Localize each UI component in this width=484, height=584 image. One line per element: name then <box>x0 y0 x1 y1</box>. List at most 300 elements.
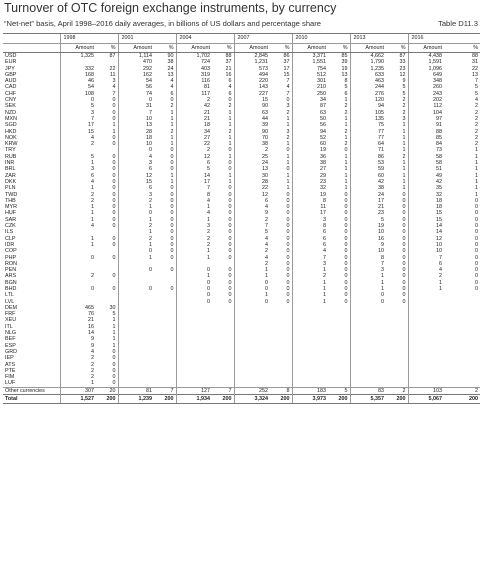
currency-label: ARS <box>5 273 17 280</box>
amount-cell: 2 <box>176 229 212 235</box>
percent-cell: 3 <box>112 78 116 85</box>
percent-cell <box>386 380 408 387</box>
amount-cell: 2 <box>118 223 154 229</box>
amount-cell: 13 <box>234 166 270 172</box>
amount-cell: 0 <box>60 97 96 103</box>
percent-cell: 0 <box>112 141 116 148</box>
amount-cell: 1 <box>234 292 270 298</box>
percent-cell: 1 <box>286 172 290 179</box>
percent-cell: 9 <box>402 78 406 85</box>
amount-cell: 1,114 <box>118 53 154 60</box>
amount-cell: 0 <box>176 280 212 286</box>
amount-cell: 10 <box>408 242 444 248</box>
percent-cell: 1 <box>402 166 406 173</box>
percent-cell: 0 <box>286 267 290 274</box>
amount-cell: 0 <box>176 299 212 305</box>
percent-cell: 1 <box>475 191 478 198</box>
percent-cell: 1 <box>475 153 478 160</box>
percent-cell: 20 <box>96 387 118 394</box>
percent-cell: 0 <box>286 273 290 280</box>
percent-cell: 0 <box>344 204 348 211</box>
currency-label: ILS <box>5 229 14 236</box>
amount-cell: 463 <box>350 78 386 84</box>
amount-cell: 4 <box>60 179 96 185</box>
amount-cell: 1 <box>60 210 96 216</box>
percent-cell: 1 <box>344 115 348 122</box>
amount-cell: 1 <box>118 255 154 261</box>
currency-label: GBP <box>5 71 17 78</box>
percent-cell: 0 <box>475 216 478 223</box>
percent-cell: 0 <box>112 166 116 173</box>
percent-cell: 6 <box>228 78 232 85</box>
percent-cell: 200 <box>212 395 234 404</box>
percent-cell: 4 <box>228 84 232 91</box>
amount-cell: 0 <box>234 299 270 305</box>
percent-cell: 200 <box>96 395 118 404</box>
amount-cell: 56 <box>118 84 154 90</box>
currency-label: DEM <box>5 304 17 311</box>
currency-label: PTE <box>5 367 16 374</box>
percent-cell: 0 <box>402 210 406 217</box>
amount-cell: 16 <box>350 236 386 242</box>
amount-cell: 2 <box>176 242 212 248</box>
amount-cell: 44 <box>234 116 270 122</box>
percent-cell: 0 <box>286 197 290 204</box>
amount-cell: 2 <box>176 97 212 103</box>
amount-cell: 2 <box>118 236 154 242</box>
percent-cell: 0 <box>475 204 478 211</box>
amount-cell: 17 <box>292 210 328 216</box>
currency-label: PHP <box>5 254 17 261</box>
amount-cell: 58 <box>408 154 444 160</box>
amount-cell: 1 <box>118 217 154 223</box>
percent-cell: 37 <box>225 59 232 66</box>
amount-cell: 88 <box>408 129 444 135</box>
percent-header: % <box>444 44 480 53</box>
amount-cell: 9 <box>60 336 96 342</box>
amount-cell: 1 <box>60 160 96 166</box>
percent-cell: 200 <box>328 395 350 404</box>
amount-cell: 25 <box>234 154 270 160</box>
amount-cell: 60 <box>350 173 386 179</box>
amount-cell: 103 <box>408 387 444 394</box>
currency-label: SEK <box>5 103 16 110</box>
percent-cell: 13 <box>167 71 174 78</box>
amount-cell: 6 <box>176 160 212 166</box>
percent-cell: 87 <box>109 53 116 59</box>
percent-cell: 0 <box>344 267 348 274</box>
percent-cell: 2 <box>286 134 290 141</box>
amount-cell: 14 <box>60 330 96 336</box>
amount-cell: 12 <box>176 154 212 160</box>
amount-header: Amount <box>234 44 270 53</box>
amount-cell <box>176 380 212 387</box>
amount-cell: 59 <box>350 166 386 172</box>
percent-cell: 1 <box>344 172 348 179</box>
percent-cell: 0 <box>402 273 406 280</box>
percent-cell: 0 <box>228 235 232 242</box>
amount-cell: 227 <box>234 91 270 97</box>
amount-cell: 1,934 <box>176 395 212 404</box>
amount-cell: 6 <box>408 261 444 267</box>
percent-cell: 1 <box>344 97 348 104</box>
amount-cell: 12 <box>234 192 270 198</box>
amount-cell: 135 <box>350 116 386 122</box>
percent-cell: 0 <box>228 267 232 274</box>
amount-cell: 2 <box>176 236 212 242</box>
amount-cell: 4 <box>60 135 96 141</box>
amount-cell: 51 <box>408 166 444 172</box>
amount-cell: 5 <box>60 154 96 160</box>
amount-cell: 260 <box>408 84 444 90</box>
percent-cell: 1 <box>228 109 232 116</box>
amount-cell: 2 <box>60 355 96 361</box>
percent-cell: 1 <box>170 122 174 129</box>
percent-cell: 31 <box>472 59 478 66</box>
percent-cell: 0 <box>344 273 348 280</box>
amount-cell: 244 <box>350 84 386 90</box>
amount-cell: 465 <box>60 305 96 311</box>
percent-cell: 33 <box>399 59 406 66</box>
amount-cell: 0 <box>118 286 154 292</box>
percent-cell: 2 <box>475 103 478 110</box>
percent-cell: 0 <box>344 191 348 198</box>
amount-cell: 1,527 <box>60 395 96 404</box>
percent-cell: 0 <box>402 248 406 255</box>
amount-cell: 81 <box>176 84 212 90</box>
percent-cell: 0 <box>286 248 290 255</box>
percent-cell: 0 <box>286 241 290 248</box>
percent-cell <box>270 380 292 387</box>
year-header: 2016 <box>408 34 480 44</box>
amount-cell: 42 <box>350 179 386 185</box>
percent-cell: 1 <box>286 115 290 122</box>
percent-cell: 30 <box>109 304 116 311</box>
percent-cell: 1 <box>475 172 478 179</box>
amount-cell: 202 <box>408 97 444 103</box>
amount-cell: 0 <box>118 210 154 216</box>
currency-label: IEP <box>5 355 14 362</box>
amount-cell: 63 <box>292 110 328 116</box>
percent-cell: 0 <box>112 235 116 242</box>
amount-cell: 1,325 <box>60 53 96 60</box>
currency-label: EUR <box>5 59 17 66</box>
percent-cell: 200 <box>386 395 408 404</box>
percent-cell: 1 <box>170 115 174 122</box>
percent-cell: 0 <box>286 216 290 223</box>
percent-cell: 0 <box>112 204 116 211</box>
percent-cell: 0 <box>228 97 232 104</box>
currency-label: LVL <box>5 298 15 305</box>
amount-cell: 7 <box>118 110 154 116</box>
amount-cell: 73 <box>408 147 444 153</box>
percent-cell: 17 <box>283 65 290 72</box>
percent-cell: 0 <box>112 172 116 179</box>
amount-cell: 494 <box>234 72 270 78</box>
percent-cell: 3 <box>286 103 290 110</box>
percent-cell: 1 <box>286 153 290 160</box>
amount-cell: 17 <box>350 198 386 204</box>
amount-cell: 6 <box>118 185 154 191</box>
percent-cell: 0 <box>402 260 406 267</box>
amount-cell: 77 <box>350 129 386 135</box>
percent-cell: 85 <box>341 53 348 59</box>
amount-cell: 52 <box>292 135 328 141</box>
amount-cell: 1,235 <box>350 66 386 72</box>
percent-cell: 0 <box>112 367 116 374</box>
percent-cell: 2 <box>286 109 290 116</box>
amount-cell: 38 <box>292 160 328 166</box>
percent-cell: 2 <box>475 122 478 129</box>
percent-cell: 0 <box>228 147 232 154</box>
percent-cell: 0 <box>228 185 232 192</box>
percent-cell: 2 <box>475 109 478 116</box>
percent-cell: 2 <box>444 387 480 394</box>
amount-cell: 14 <box>176 173 212 179</box>
amount-cell: 15 <box>408 210 444 216</box>
amount-cell: 71 <box>350 147 386 153</box>
percent-cell: 0 <box>170 223 174 230</box>
currency-label: CZK <box>5 223 16 230</box>
percent-cell: 0 <box>344 279 348 286</box>
column-header-row <box>3 44 480 53</box>
amount-cell: 1 <box>350 280 386 286</box>
amount-cell: 348 <box>408 78 444 84</box>
amount-cell: 112 <box>408 103 444 109</box>
currency-label: FRF <box>5 311 16 318</box>
amount-cell: 12 <box>118 173 154 179</box>
percent-cell: 0 <box>170 197 174 204</box>
amount-cell: 0 <box>176 267 212 273</box>
amount-cell: 1 <box>60 204 96 210</box>
amount-cell: 5 <box>60 103 96 109</box>
amount-cell: 39 <box>234 122 270 128</box>
amount-cell <box>292 380 328 387</box>
percent-cell: 0 <box>344 210 348 217</box>
currency-label: ATS <box>5 361 16 368</box>
percent-cell: 4 <box>170 78 174 85</box>
percent-cell: 7 <box>212 387 234 394</box>
percent-cell: 0 <box>402 216 406 223</box>
percent-cell: 0 <box>344 229 348 236</box>
percent-cell: 0 <box>402 241 406 248</box>
year-header: 2013 <box>350 34 408 44</box>
amount-cell: 56 <box>292 122 328 128</box>
amount-cell: 4,662 <box>350 53 386 60</box>
percent-cell: 0 <box>112 191 116 198</box>
amount-cell: 5,067 <box>408 395 444 404</box>
amount-cell: 5 <box>350 217 386 223</box>
amount-cell: 30 <box>234 173 270 179</box>
percent-cell: 90 <box>167 53 174 59</box>
percent-cell: 0 <box>475 197 478 204</box>
amount-cell: 13 <box>118 122 154 128</box>
amount-cell: 38 <box>350 185 386 191</box>
percent-cell: 200 <box>270 395 292 404</box>
amount-cell <box>350 380 386 387</box>
percent-cell: 0 <box>344 223 348 230</box>
percent-cell: 0 <box>170 285 174 292</box>
percent-cell <box>328 380 350 387</box>
amount-cell: 18 <box>176 122 212 128</box>
amount-cell: 9 <box>234 210 270 216</box>
percent-cell: 7 <box>286 78 290 85</box>
amount-cell: 252 <box>234 387 270 394</box>
percent-cell: 1 <box>402 128 406 135</box>
currency-label: GRD <box>5 348 17 355</box>
amount-cell: 0 <box>234 286 270 292</box>
currency-label: USD <box>5 53 17 59</box>
year-header-row <box>3 34 480 44</box>
amount-cell: 6 <box>234 198 270 204</box>
percent-cell: 2 <box>402 109 406 116</box>
percent-cell: 2 <box>475 115 478 122</box>
percent-cell: 2 <box>344 109 348 116</box>
percent-cell: 5 <box>112 311 116 318</box>
year-header: 2004 <box>176 34 234 44</box>
percent-cell: 1 <box>402 185 406 192</box>
amount-cell: 4 <box>60 349 96 355</box>
amount-cell: 1,591 <box>408 59 444 65</box>
amount-cell: 21 <box>176 110 212 116</box>
percent-cell: 0 <box>170 160 174 167</box>
percent-cell: 12 <box>399 71 406 78</box>
percent-cell: 0 <box>170 97 174 104</box>
table-row <box>3 395 480 404</box>
amount-cell: 21 <box>60 317 96 323</box>
percent-cell: 1 <box>228 122 232 129</box>
amount-cell: 183 <box>292 387 328 394</box>
percent-cell: 0 <box>170 204 174 211</box>
year-header: 2010 <box>292 34 350 44</box>
amount-cell: 1 <box>292 280 328 286</box>
percent-cell: 0 <box>228 197 232 204</box>
currency-label: INR <box>5 160 15 167</box>
amount-cell: 76 <box>60 311 96 317</box>
percent-cell: 0 <box>475 279 478 286</box>
amount-header: Amount <box>176 44 212 53</box>
amount-cell: 104 <box>408 110 444 116</box>
percent-cell: 0 <box>344 260 348 267</box>
percent-cell: 4 <box>286 84 290 91</box>
amount-cell: 15 <box>408 217 444 223</box>
amount-cell: 1 <box>408 280 444 286</box>
amount-header: Amount <box>350 44 386 53</box>
percent-cell: 1 <box>112 317 116 324</box>
amount-cell: 86 <box>350 154 386 160</box>
percent-cell: 2 <box>402 153 406 160</box>
amount-cell: 28 <box>118 129 154 135</box>
amount-cell: 7 <box>350 261 386 267</box>
percent-cell: 0 <box>170 166 174 173</box>
amount-cell: 10 <box>350 229 386 235</box>
page-title: Turnover of OTC foreign exchange instruments, by currency <box>4 1 337 15</box>
percent-cell: 1 <box>344 185 348 192</box>
amount-cell: 0 <box>118 248 154 254</box>
amount-cell: 2 <box>118 198 154 204</box>
amount-cell: 19 <box>292 192 328 198</box>
percent-cell: 0 <box>286 210 290 217</box>
amount-cell: 5,357 <box>350 395 386 404</box>
amount-cell: 10 <box>350 248 386 254</box>
percent-cell: 1 <box>170 134 174 141</box>
amount-cell: 8 <box>292 223 328 229</box>
amount-cell: 108 <box>60 91 96 97</box>
percent-cell: 0 <box>344 235 348 242</box>
percent-cell: 2 <box>475 128 478 135</box>
amount-header: Amount <box>292 44 328 53</box>
currency-label: TWD <box>5 191 18 198</box>
amount-cell: 15 <box>118 179 154 185</box>
percent-cell: 0 <box>475 229 478 236</box>
amount-cell: 512 <box>292 72 328 78</box>
percent-cell: 13 <box>341 71 348 78</box>
percent-cell: 0 <box>112 285 116 292</box>
amount-cell: 1 <box>60 217 96 223</box>
amount-cell: 42 <box>408 179 444 185</box>
amount-cell: 36 <box>292 154 328 160</box>
percent-cell: 19 <box>341 65 348 72</box>
percent-cell: 0 <box>344 197 348 204</box>
percent-cell: 0 <box>170 153 174 160</box>
percent-cell: 0 <box>475 248 478 255</box>
currency-label: KRW <box>5 141 18 148</box>
percent-cell: 0 <box>475 254 478 261</box>
amount-cell: 0 <box>60 255 96 261</box>
percent-cell: 0 <box>402 229 406 236</box>
currency-label: LTL <box>5 292 14 299</box>
percent-cell: 0 <box>112 210 116 217</box>
currency-label: JPY <box>5 65 15 72</box>
percent-cell: 3 <box>286 128 290 135</box>
percent-cell: 87 <box>399 53 406 59</box>
percent-cell: 1 <box>112 342 116 349</box>
percent-cell: 0 <box>286 97 290 104</box>
amount-cell: 6 <box>292 242 328 248</box>
percent-cell: 1 <box>475 178 478 185</box>
amount-header: Amount <box>60 44 96 53</box>
amount-cell: 34 <box>292 97 328 103</box>
percent-cell: 3 <box>402 115 406 122</box>
percent-cell: 5 <box>328 387 350 394</box>
percent-cell: 24 <box>167 65 174 72</box>
percent-cell: 0 <box>475 235 478 242</box>
amount-cell: 23 <box>292 179 328 185</box>
currency-label: THB <box>5 197 16 204</box>
amount-cell: 24 <box>234 160 270 166</box>
subtitle: “Net-net” basis, April 1998–2016 daily averages, in billions of US dollars and percentage share <box>4 19 322 28</box>
amount-cell: 116 <box>176 78 212 84</box>
amount-cell: 29 <box>292 173 328 179</box>
amount-cell: 292 <box>118 66 154 72</box>
amount-cell: 0 <box>118 97 154 103</box>
currency-label: Other currencies <box>3 387 60 394</box>
percent-cell: 0 <box>170 248 174 255</box>
percent-cell: 1 <box>112 122 116 129</box>
percent-cell: 11 <box>109 71 116 78</box>
amount-cell: 301 <box>292 78 328 84</box>
amount-cell: 5 <box>176 166 212 172</box>
amount-cell: 243 <box>408 91 444 97</box>
percent-cell: 0 <box>286 191 290 198</box>
percent-cell: 1 <box>344 166 348 173</box>
amount-cell: 53 <box>350 160 386 166</box>
amount-cell: 3 <box>118 192 154 198</box>
percent-cell: 1 <box>228 153 232 160</box>
percent-cell: 0 <box>112 254 116 261</box>
amount-cell: 12 <box>408 236 444 242</box>
percent-cell: 1 <box>344 153 348 160</box>
